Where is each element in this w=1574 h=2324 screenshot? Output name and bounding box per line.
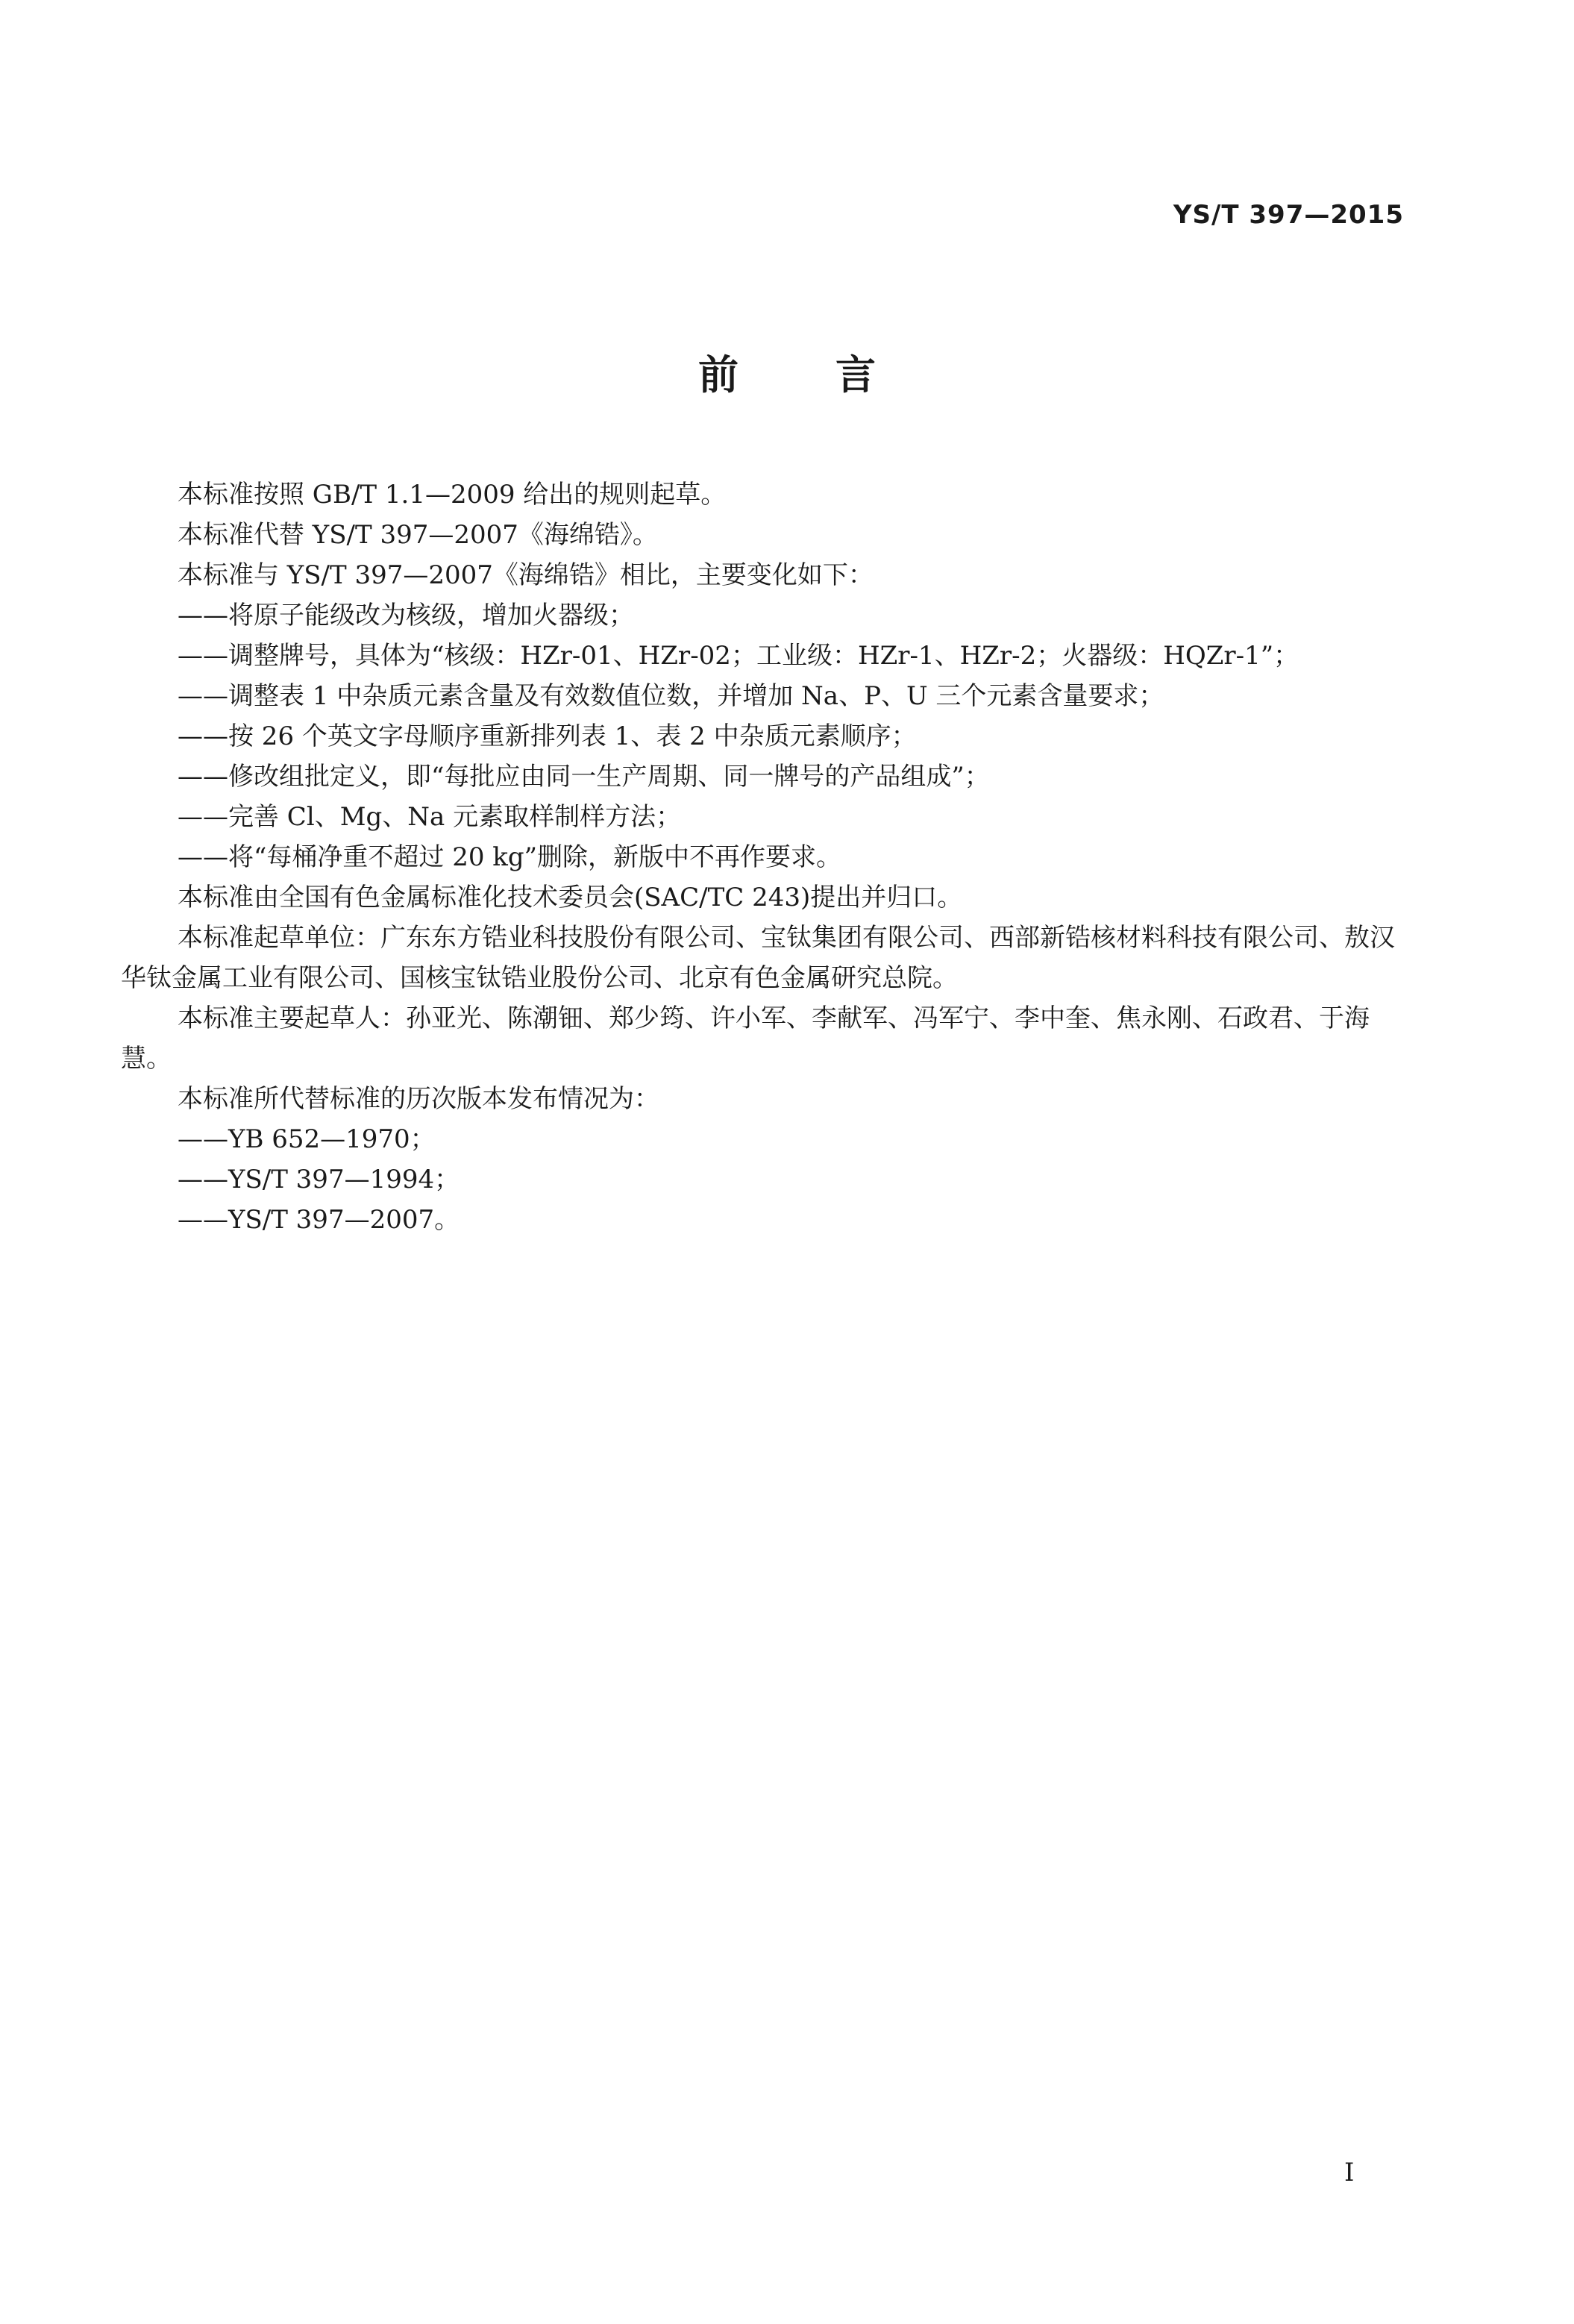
paragraph-replaces: 本标准代替 YS/T 397—2007《海绵锆》。 [178,520,658,550]
history-item: ——YS/T 397—2007。 [178,1205,460,1235]
paragraph-proposed-by: 本标准由全国有色金属标准化技术委员会(SAC/TC 243)提出并归口。 [178,883,963,912]
foreword-body [121,474,1408,1240]
paragraph-drafting-rules: 本标准按照 GB/T 1.1—2009 给出的规则起草。 [178,480,727,510]
change-item: ——调整牌号，具体为“核级：HZr-01、HZr-02；工业级：HZr-1、HZr-2；火器级：HQZr-1”； [178,641,1299,671]
change-item: ——完善 Cl、Mg、Na 元素取样制样方法； [178,802,682,832]
page-title: 前言 [698,351,973,398]
history-item: ——YB 652—1970； [178,1124,436,1154]
change-item: ——将“每桶净重不超过 20 kg”删除，新版中不再作要求。 [178,842,842,872]
change-item: ——调整表 1 中杂质元素含量及有效数值位数，并增加 Na、P、U 三个元素含量要求； [178,681,1164,711]
history-item: ——YS/T 397—1994； [178,1165,460,1194]
standard-code: YS/T 397—2015 [1173,200,1404,230]
paragraph-drafting-units: 本标准起草单位：广东东方锆业科技股份有限公司、宝钛集团有限公司、西部新锆核材料科技有限公司、敖汉华钛金属工业有限公司、国核宝钛锆业股份公司、北京有色金属研究总院。 [121,923,1395,993]
change-item: ——按 26 个英文字母顺序重新排列表 1、表 2 中杂质元素顺序； [178,721,917,751]
change-item: ——将原子能级改为核级，增加火器级； [178,601,634,630]
paragraph-drafters: 本标准主要起草人：孙亚光、陈潮钿、郑少筠、许小军、李献军、冯军宁、李中奎、焦永刚、石政君、于海慧。 [121,1003,1370,1074]
paragraph-changes-intro: 本标准与 YS/T 397—2007《海绵锆》相比，主要变化如下： [178,560,874,590]
change-item: ——修改组批定义，即“每批应由同一生产周期、同一牌号的产品组成”； [178,762,990,792]
paragraph-history-intro: 本标准所代替标准的历次版本发布情况为： [178,1084,659,1114]
page-number: I [1344,2158,1355,2187]
